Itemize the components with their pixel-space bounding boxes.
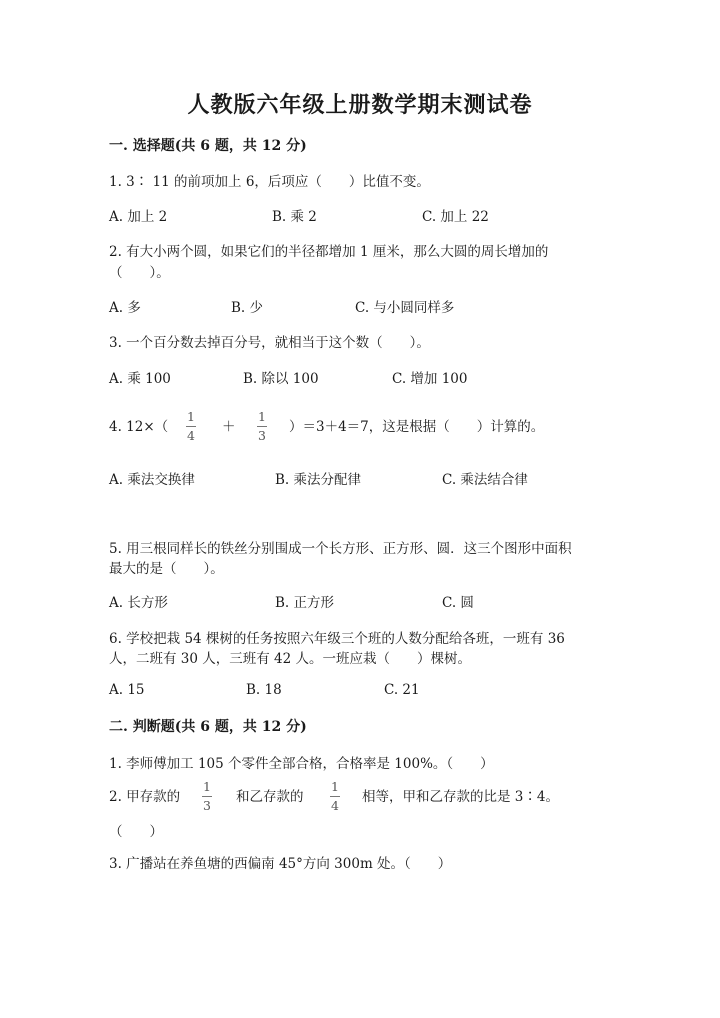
plus-sign: ＋ [222,419,236,435]
option-c: C. 与小圆同样多 [355,300,455,316]
page-title: 人教版六年级上册数学期末测试卷 [187,92,533,118]
section-heading-choice: 一. 选择题(共 6 题，共 12 分) [109,138,307,154]
fraction-bar [186,426,196,427]
fraction [330,780,340,813]
option-b: B. 乘 2 [272,209,317,225]
fraction [186,410,196,443]
fraction-bar [330,796,340,797]
fraction-bar [202,796,212,797]
fraction-numerator: 1 [258,409,266,424]
option-a: A. 乘 100 [109,371,171,387]
question-text-cont: 人，二班有 30 人，三班有 42 人。一班应栽（ ）棵树。 [109,651,472,667]
question-text-cont: （ ）。 [109,265,170,281]
option-b: B. 少 [231,300,264,316]
fraction-denominator: 3 [258,428,266,443]
question-text: 3. 广播站在养鱼塘的西偏南 45°方向 300m 处。（ ） [109,856,452,872]
question-text-prefix: 2. 甲存款的 [109,789,181,805]
fraction-denominator: 4 [187,428,195,443]
question-text: 6. 学校把栽 54 棵树的任务按照六年级三个班的人数分配给各班，一班有 36 [109,631,565,647]
fraction [257,410,267,443]
option-c: C. 21 [384,682,420,698]
option-a: A. 多 [109,300,141,316]
question-text-suffix: ）＝3＋4＝7，这是根据（ ）计算的。 [289,419,545,435]
option-a: A. 乘法交换律 [109,472,195,488]
option-b: B. 乘法分配律 [275,472,362,488]
question-text-cont: 最大的是（ ）。 [109,561,224,577]
option-c: C. 增加 100 [392,371,468,387]
fraction-numerator: 1 [203,779,211,794]
section-heading-judge: 二. 判断题(共 6 题，共 12 分) [109,719,307,735]
option-c: C. 乘法结合律 [442,472,528,488]
option-b: B. 除以 100 [243,371,319,387]
option-c: C. 圆 [442,595,474,611]
option-c: C. 加上 22 [422,209,489,225]
question-text: 2. 有大小两个圆，如果它们的半径都增加 1 厘米，那么大圆的周长增加的 [109,244,549,260]
option-b: B. 18 [246,682,282,698]
fraction-denominator: 3 [203,798,211,813]
fraction [202,780,212,813]
question-text-suffix: 相等，甲和乙存款的比是 3∶4。 [362,789,559,805]
question-text: 5. 用三根同样长的铁丝分别围成一个长方形、正方形、圆．这三个图形中面积 [109,541,572,557]
option-a: A. 加上 2 [109,209,168,225]
question-text: 1. 3∶ 11 的前项加上 6，后项应（ ）比值不变。 [109,174,430,190]
answer-blank: （ ） [109,824,163,840]
option-b: B. 正方形 [275,595,335,611]
question-text: 3. 一个百分数去掉百分号，就相当于这个数（ ）。 [109,335,430,351]
fraction-bar [257,426,267,427]
fraction-numerator: 1 [331,779,339,794]
option-a: A. 长方形 [109,595,168,611]
question-text-middle: 和乙存款的 [236,789,304,805]
question-text-prefix: 4. 12×（ [109,419,169,435]
fraction-denominator: 4 [331,798,339,813]
question-text: 1. 李师傅加工 105 个零件全部合格，合格率是 100%。（ ） [109,756,494,772]
fraction-numerator: 1 [187,409,195,424]
option-a: A. 15 [109,682,145,698]
